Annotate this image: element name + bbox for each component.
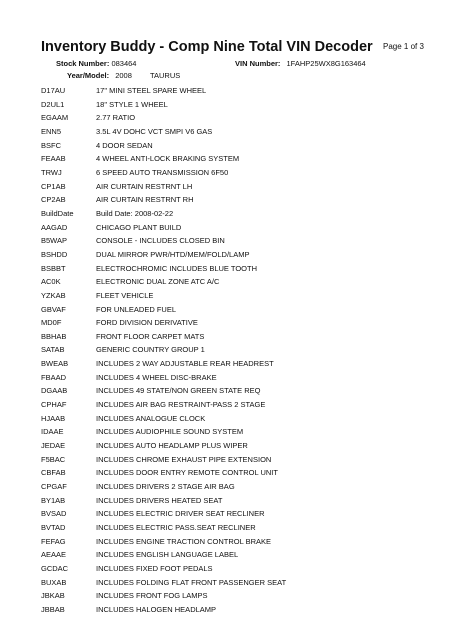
list-item [41, 466, 441, 480]
option-code: MD0F [41, 318, 62, 328]
list-item [41, 152, 441, 166]
option-code: CPHAF [41, 400, 67, 410]
page-title: Inventory Buddy - Comp Nine Total VIN Decoder [41, 39, 373, 55]
model-value: TAURUS [149, 71, 181, 80]
year-model-label: Year/Model: [67, 71, 110, 80]
option-code: BVTAD [41, 523, 66, 532]
vin-number-label: VIN Number: [235, 59, 281, 68]
option-code: D17AU [41, 86, 66, 95]
option-description: ELECTRONIC DUAL ZONE ATC A/C [96, 277, 220, 287]
option-description: INCLUDES ENGLISH LANGUAGE LABEL [96, 550, 239, 560]
option-code: AAGAD [41, 222, 68, 232]
option-code: JEDAE [41, 441, 66, 451]
option-code: BuildDate [41, 208, 74, 218]
vin-number-value: 1FAHP25WX8G163464 [286, 59, 366, 68]
list-item [41, 207, 441, 221]
option-code: CP1AB [41, 181, 66, 191]
page-number: Page 1 of 3 [383, 42, 424, 51]
year-model-line [67, 71, 180, 80]
list-item [41, 439, 441, 453]
option-code: ENN5 [41, 126, 62, 136]
option-code: BVSAD [41, 509, 67, 519]
option-code: EGAAM [41, 113, 69, 123]
list-item [41, 111, 441, 125]
option-code: SATAB [41, 345, 65, 355]
option-code: D2UL1 [41, 99, 65, 109]
option-description: FRONT FLOOR CARPET MATS [96, 331, 205, 341]
list-item [41, 262, 441, 276]
option-description: INCLUDES 49 STATE/NON GREEN STATE REQ [96, 386, 261, 396]
option-code: BSFC [41, 140, 62, 150]
option-code: GBVAF [41, 304, 66, 314]
option-description: INCLUDES DRIVERS 2 STAGE AIR BAG [96, 482, 235, 492]
option-code: F5BAC [41, 454, 66, 464]
option-description: ELECTROCHROMIC INCLUDES BLUE TOOTH [96, 263, 257, 273]
list-item [41, 289, 441, 303]
option-description: INCLUDES ELECTRIC DRIVER SEAT RECLINER [96, 509, 265, 519]
list-item [41, 412, 441, 426]
option-description: 17" MINI STEEL SPARE WHEEL [96, 86, 207, 95]
option-code: BBHAB [41, 331, 67, 341]
option-code: FEFAG [41, 536, 66, 546]
option-description: 4 WHEEL ANTI-LOCK BRAKING SYSTEM [96, 154, 240, 164]
option-description: INCLUDES AIR BAG RESTRAINT-PASS 2 STAGE [96, 400, 266, 410]
list-item [41, 125, 441, 139]
list-item [41, 521, 441, 535]
option-code: YZKAB [41, 290, 66, 300]
list-item [41, 343, 441, 357]
list-item [41, 139, 441, 153]
option-description: FORD DIVISION DERIVATIVE [96, 318, 198, 328]
option-code-list [41, 84, 441, 617]
option-code: JBKAB [41, 591, 65, 601]
list-item [41, 193, 441, 207]
list-item [41, 180, 441, 194]
list-item [41, 98, 441, 112]
list-item [41, 589, 441, 603]
option-description: DUAL MIRROR PWR/HTD/MEM/FOLD/LAMP [96, 249, 250, 259]
option-description: INCLUDES AUDIOPHILE SOUND SYSTEM [96, 427, 244, 437]
option-description: CHICAGO PLANT BUILD [96, 222, 182, 232]
list-item [41, 507, 441, 521]
option-description: INCLUDES FOLDING FLAT FRONT PASSENGER SEAT [96, 577, 287, 587]
stock-number-label: Stock Number: [56, 59, 110, 68]
list-item [41, 234, 441, 248]
list-item [41, 357, 441, 371]
list-item [41, 576, 441, 590]
option-code: HJAAB [41, 413, 66, 423]
list-item [41, 425, 441, 439]
year-value: 2008 [115, 71, 132, 80]
option-description: FOR UNLEADED FUEL [96, 304, 177, 314]
list-item [41, 453, 441, 467]
option-code: CBFAB [41, 468, 66, 478]
option-description: INCLUDES FRONT FOG LAMPS [96, 591, 208, 601]
option-code: JBBAB [41, 604, 65, 614]
option-description: 6 SPEED AUTO TRANSMISSION 6F50 [96, 167, 229, 177]
list-item [41, 316, 441, 330]
option-code: FBAAD [41, 372, 67, 382]
list-item [41, 303, 441, 317]
list-item [41, 480, 441, 494]
option-description: INCLUDES CHROME EXHAUST PIPE EXTENSION [96, 454, 272, 464]
option-description: AIR CURTAIN RESTRNT RH [96, 195, 194, 205]
option-code: BY1AB [41, 495, 66, 505]
list-item [41, 221, 441, 235]
option-description: INCLUDES FIXED FOOT PEDALS [96, 563, 213, 573]
option-code: TRWJ [41, 167, 62, 177]
option-description: INCLUDES AUTO HEADLAMP PLUS WIPER [96, 441, 248, 451]
option-code: CP2AB [41, 195, 66, 205]
option-code: GCDAC [41, 563, 69, 573]
option-code: BUXAB [41, 577, 67, 587]
option-code: BSBBT [41, 263, 66, 273]
list-item [41, 371, 441, 385]
option-description: INCLUDES HALOGEN HEADLAMP [96, 604, 217, 614]
list-item [41, 548, 441, 562]
option-code: FEAAB [41, 154, 66, 164]
option-description: INCLUDES ANALOGUE CLOCK [96, 413, 206, 423]
option-code: AEAAE [41, 550, 67, 560]
stock-number-value: 083464 [111, 59, 137, 68]
option-code: AC0K [41, 277, 61, 287]
option-description: INCLUDES 2 WAY ADJUSTABLE REAR HEADREST [96, 359, 274, 369]
option-code: BSHDD [41, 249, 68, 259]
list-item [41, 384, 441, 398]
list-item [41, 84, 441, 98]
option-description: INCLUDES ELECTRIC PASS.SEAT RECLINER [96, 523, 256, 532]
option-description: INCLUDES 4 WHEEL DISC-BRAKE [96, 372, 217, 382]
option-description: 2.77 RATIO [96, 113, 136, 123]
option-code: B5WAP [41, 236, 67, 246]
list-item [41, 603, 441, 617]
option-code: CPGAF [41, 482, 67, 492]
option-description: INCLUDES DRIVERS HEATED SEAT [96, 495, 223, 505]
option-description: FLEET VEHICLE [96, 290, 154, 300]
list-item [41, 562, 441, 576]
option-code: IDAAE [41, 427, 64, 437]
option-description: 4 DOOR SEDAN [96, 140, 153, 150]
option-description: CONSOLE - INCLUDES CLOSED BIN [96, 236, 225, 246]
option-description: AIR CURTAIN RESTRNT LH [96, 181, 193, 191]
stock-number-line [56, 59, 136, 68]
option-code: DGAAB [41, 386, 68, 396]
list-item [41, 494, 441, 508]
list-item [41, 275, 441, 289]
vin-number-line [235, 59, 366, 68]
option-description: INCLUDES ENGINE TRACTION CONTROL BRAKE [96, 536, 272, 546]
option-description: 18" STYLE 1 WHEEL [96, 99, 168, 109]
list-item [41, 535, 441, 549]
option-description: 3.5L 4V DOHC VCT SMPI V6 GAS [96, 126, 213, 136]
option-code: BWEAB [41, 359, 69, 369]
option-description: GENERIC COUNTRY GROUP 1 [96, 345, 205, 355]
list-item [41, 330, 441, 344]
option-description: INCLUDES DOOR ENTRY REMOTE CONTROL UNIT [96, 468, 278, 478]
list-item [41, 398, 441, 412]
list-item [41, 166, 441, 180]
option-description: Build Date: 2008-02-22 [96, 208, 174, 218]
list-item [41, 248, 441, 262]
